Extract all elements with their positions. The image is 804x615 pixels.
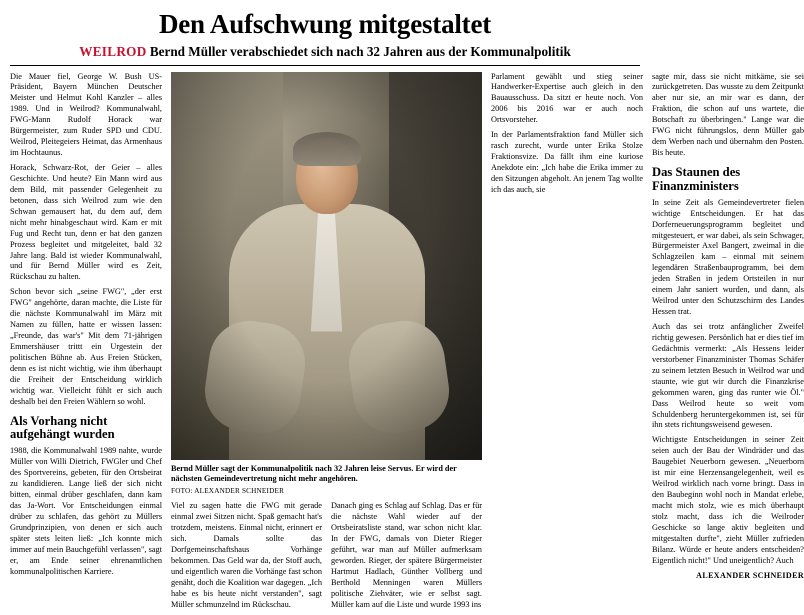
section-subhead: Das Staunen des Finanzministers — [652, 165, 741, 193]
column-2 — [171, 501, 322, 614]
column-photo-block — [171, 72, 482, 615]
header-divider — [10, 65, 640, 66]
column-3 — [331, 501, 482, 614]
paragraph: 1988, die Kommunalwahl 1989 nahte, wurde Müller von Willi Dietrich, FWGler und Chef des Sportvereins, gebeten, für den Ortsbeirat zu kandidieren. Lange ließ der sich nicht bitten, einmal drüber geschlafen, dann kam das Ja-Wort. Vor Entscheidungen einmal drüber zu schlafen, das gehört zu Müllers Grundprinzipien, von denen er sich auch später stets leiten ließ: „Ich konnte mich immer auf mein Bauchgefühl verlassen", sagt er, am Ende seiner ehrenamtlichen kommunalpolitischen Karriere. — [10, 446, 162, 576]
paragraph: Schon bevor sich „seine FWG", „der erst FWG" angehörte, daran machte, die Liste für die nächste Kommunalwahl im März mit Namen zu füllen, hatte er wissen lassen: „Freunde, das war's" Mit dem 71-jährigen Emmershäuser trittt ein Urgestein der politischen Bühne ab. Aus Freien Stücken, denn es ist nicht wichtig, wie ihm überhaupt die Freiheit der Entscheidung wirklich wichtig war. Vielleicht fühlt er sich auch deshalb bei den Freien Wählern so wohl. — [10, 287, 162, 406]
paragraph: Parlament gewählt und stieg seiner Handwerker-Expertise auch gleich in den Bauausschuss. Da sitzt er heute noch. Von 2006 bis 2016 war er auch noch Ortsvorsteher. — [491, 71, 643, 125]
paragraph: Die Mauer fiel, George W. Bush US-Präsident, Bayern München Deutscher Meister und Helmut Kohl Kanzler – alles 1989. Und in Weilrod? Kommunalwahl, FWG-Mann Rudolf Horack war Bürgermeister, zum Ruder SPD und CDU. Weilrod, Pleitegeiers Heimat, das Armenhaus im Hochtaunus. — [10, 71, 162, 158]
paragraph: Wichtigste Entscheidungen in seiner Zeit seien auch der Bau der Windräder und das Baugebiet Neuerborn gewesen. „Neuerborn ist mir eine Herzensangelegenheit, weil es Weilrod wirklich nach vorne bringt. Dass in den Baubeginn wohl noch in Mandat erlebe, macht mich stolz, wie es mich überhaupt stolz macht, dass ich die Weilroder Geschicke so lange aktiv begleiten und mitgestalten durfte", zieht Müller zufrieden Bilanz. Würde er heute anders entscheiden? Eigentlich nicht!" Und uneigentlich? Auch — [652, 435, 804, 565]
location-kicker: WEILROD — [79, 44, 147, 60]
paragraph: In der Parlamentsfraktion fand Müller sich rasch zurecht, wurde unter Erika Stolze Fraktionsvize. Da fällt ihm eine kuriose Anekdote ein: „Ich habe die Erika immer zu den Sitzungen abgeholt. An jenem Tag wollte ich das auch, sie — [491, 130, 643, 194]
paragraph: Auch das sei trotz anfänglicher Zweifel richtig gewesen. Persönlich hat er dies tief im Gedächtnis vermerkt: „Als Hessens leider verstorbener Finanzminister Thomas Schäfer zu seinem letzten Besuch in Weilrod war und staunte, wie gut wir durch die Finanzkrise gekommen waren, ging das runter wie Öl." Dass Weilrod heute so weit vom Schuldenberg heruntergekommen ist, sei für ihn stets richtungsweisend gewesen. — [652, 322, 804, 430]
photo-vignette — [171, 72, 482, 460]
paragraph: In seine Zeit als Gemeindevertreter fielen wichtige Entscheidungen. Er hat das Dorferneuerungsprogramm begleitet und mitgesteuert, er war dabei, als sein Schwager, Bürgermeister Axel Bangert, zweimal in die Schlagzeilen kam – einmal mit seinem legendären Straßenbauprogramm, bei dem jeden Straßen in jedem Ortsteilen in nur einem Jahr saniert wurden, und dann, als Weilrod unter den Schutzschirm des Landes Hessen trat. — [652, 197, 804, 317]
paragraph: Viel zu sagen hatte die FWG mit gerade einmal zwei Sitzen nicht. Spaß gemacht hat's trotzdem, meistens. Einmal nicht, erinnert er sich. Damals sollte das Dorfgemeinschaftshaus Vorhänge bekommen. Das Geld war da, der Stoff auch, und eigentlich waren die Vorhänge fast schon genäht, doch die Koalition war dagegen. „Ich habe es bis heute nicht verstanden", sagt Müller schmunzelnd im Rückschau. — [171, 501, 322, 609]
portrait-photo — [171, 72, 482, 460]
column-4 — [491, 72, 643, 200]
photo-wrap — [171, 72, 482, 496]
article-columns — [10, 71, 804, 615]
column-1 — [10, 72, 162, 582]
subheadline-text: Bernd Müller verabschiedet sich nach 32 Jahren aus der Kommunalpolitik — [149, 44, 571, 60]
photo-credit: FOTO: ALEXANDER SCHNEIDER — [171, 486, 285, 495]
page-title: Den Aufschwung mitgestaltet — [158, 9, 492, 39]
photo-caption: Bernd Müller sagt der Kommunalpolitik nach 32 Jahren leise Servus. Er wird der nächsten Gemeindevertretung nicht mehr angehören. — [171, 463, 457, 484]
photo-subcolumns — [171, 501, 482, 614]
paragraph: sagte mir, dass sie nicht mitkäme, sie sei zurückgetreten. Das wusste zu dem Zeitpunkt aber nur sie, an mir war es dann, der Fraktion, die schon auf uns wartete, die Botschaft zu überbringen." Lange war die FWG nicht führungslos, denn Müller gab dem Werben nach und übernahm den Posten. Bis heute. — [652, 71, 804, 158]
subheadline — [10, 44, 640, 59]
paragraph: Horack, Schwarz-Rot, der Geier – alles Geschichte. Und heute? Ein Mann wird aus dem Bild, mit passender Gelegenheit zu betonen, dass sich Weilrod zum wie den Schwan gemausert hat, du dem auf, dem nicht mehr hinabgeschaut wird. Kam er mit Fug und Recht tun, denn er hat den ganzen Prozess begleitet und mitgeleitet, bald 32 Jahre lang. Bald ist wieder Kommunalwahl, und für Bernd Müller wird es Zeit, Rückschau zu halten. — [10, 163, 162, 282]
column-5 — [652, 72, 804, 580]
article-author: ALEXANDER SCHNEIDER — [696, 570, 804, 580]
paragraph: Danach ging es Schlag auf Schlag. Das er für die nächste Wahl wieder auf der Ortsbeiratsliste stand, war schon nicht klar. In der FWG, damals von Dieter Rieger geführt, war man auf Müller aufmerksam geworden. Rieger, der spätere Bürgermeister Hartmut Hadlach, Günther Vollberg und Berthold Menningen waren Müllers politische Ziehväter, wie er selbst sagt. Müller kam auf die Liste und wurde 1993 ins — [331, 501, 482, 609]
section-subhead: Als Vorhang nicht aufgehängt wurden — [10, 413, 115, 442]
